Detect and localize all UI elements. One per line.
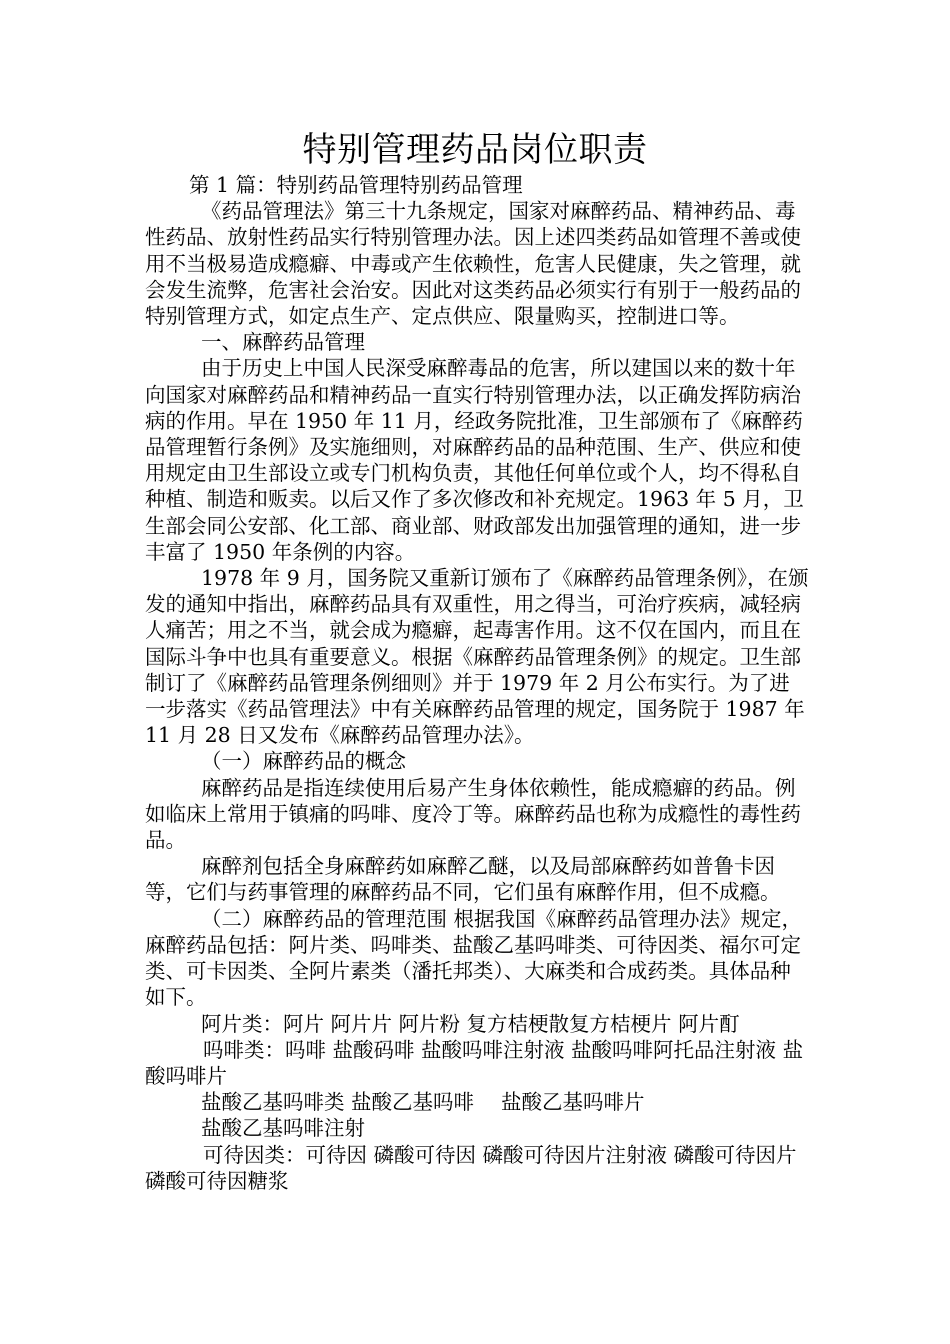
section-heading: 一、麻醉药品管理 [201,330,365,355]
list-item: 盐酸乙基吗啡注射 [201,1116,365,1141]
paragraph: 1978 年 9 月，国务院又重新订颁布了《麻醉药品管理条例》，在颁发的通知中指出，麻醉药品具有双重性，用之得当，可治疗疾病，减轻病人痛苦；用之不当，就会成为瘾癖，起毒害作用。这不仅在国内，而且在国际斗争中也具有重要意义。根据《麻醉药品管理条例》的规定。卫生部制订了《麻醉药品管理条例细则》并于 1979 年 2 月公布实行。为了进一步落实《药品管理法》中有关麻醉药品管理的规定，国务院于 1987 年 11 月 28 日又发布《麻醉药品管理办法》。 [145,566,809,748]
paragraph: 《药品管理法》第三十九条规定，国家对麻醉药品、精神药品、毒性药品、放射性药品实行特别管理办法。因上述四类药品如管理不善或使用不当极易造成瘾癖、中毒或产生依赖性，危害人民健康，失之管理，就会发生流弊，危害社会治安。因此对这类药品必须实行有别于一般药品的特别管理方式，如定点生产、定点供应、限量购买，控制进口等。 [145,199,801,329]
document-body [145,172,810,1194]
list-item: 盐酸乙基吗啡类 盐酸乙基吗啡 盐酸乙基吗啡片 [201,1090,645,1115]
paragraph: 由于历史上中国人民深受麻醉毒品的危害，所以建国以来的数十年向国家对麻醉药品和精神药品一直实行特别管理办法，以正确发挥防病治病的作用。早在 1950 年 11 月，经政务院批准，卫生部颁布了《麻醉药品管理暂行条例》及实施细则，对麻醉药品的品种范围、生产、供应和使用规定由卫生部设立或专门机构负责，其他任何单位或个人，均不得私自种植、制造和贩卖。以后又作了多次修改和补充规定。1963 年 5 月，卫生部会同公安部、化工部、商业部、财政部发出加强管理的通知，进一步丰富了 1950 年条例的内容。 [145,356,804,564]
paragraph: 麻醉剂包括全身麻醉药如麻醉乙醚，以及局部麻醉药如普鲁卡因等，它们与药事管理的麻醉药品不同，它们虽有麻醉作用，但不成瘾。 [145,854,781,905]
subsection-heading: （一）麻醉药品的概念 [201,749,406,774]
chapter-heading: 第 1 篇：特别药品管理特别药品管理 [189,173,523,197]
document-title: 特别管理药品岗位职责 [302,130,648,170]
paragraph: 麻醉药品是指连续使用后易产生身体依赖性，能成瘾癖的药品。例如临床上常用于镇痛的吗啡、度冷丁等。麻醉药品也称为成瘾性的毒性药品。 [145,775,801,853]
list-item: 阿片类：阿片 阿片片 阿片粉 复方桔梗散复方桔梗片 阿片酊 [201,1011,740,1036]
list-item: 吗啡类：吗啡 盐酸码啡 盐酸吗啡注射液 盐酸吗啡阿托品注射液 盐酸吗啡片 [145,1037,804,1088]
paragraph: （二）麻醉药品的管理范围 根据我国《麻醉药品管理办法》规定，麻醉药品包括：阿片类、吗啡类、盐酸乙基吗啡类、可待因类、福尔可定类、可卡因类、全阿片素类（潘托邦类）、大麻类和合成药类。具体品种如下。 [145,906,803,1010]
list-item: 可待因类：可待因 磷酸可待因 磷酸可待因片注射液 磷酸可待因片 磷酸可待因糖浆 [145,1142,797,1193]
